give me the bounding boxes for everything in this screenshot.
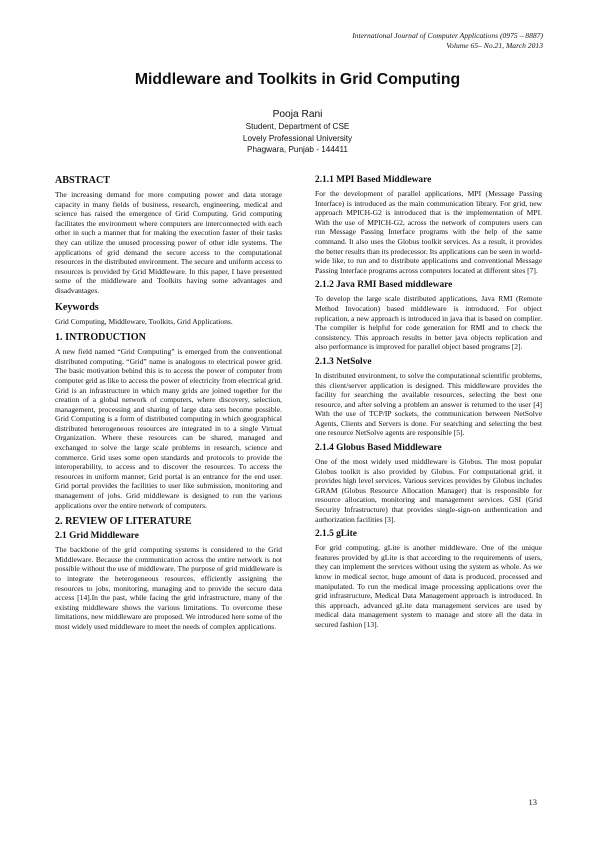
grid-middleware-heading: 2.1 Grid Middleware: [55, 531, 139, 542]
netsolve-heading: 2.1.3 NetSolve: [315, 356, 372, 367]
right-column: [315, 175, 542, 634]
author-university: Lovely Professional University: [242, 133, 353, 143]
introduction-heading: 1. INTRODUCTION: [55, 332, 146, 344]
paper-title: Middleware and Toolkits in Grid Computing: [134, 71, 461, 88]
keywords-text: Grid Computing, Middleware, Toolkits, Grid Applications.: [55, 316, 233, 326]
abstract-heading: ABSTRACT: [55, 175, 110, 186]
journal-name: International Journal of Computer Applications (0975 – 8887): [352, 31, 543, 40]
mpi-text: For the development of parallel applications, MPI (Message Passing Interface) is introduced as the main communication library. For grid, new approach MPICH-G2 is introduced that is the implementation of MPI. With the use of MPICH-G2, across the network of computers users can run Message Passing Interface programs with the help of the same command. It also uses the Globus toolkit services. As a result, it provides the better results than its predecessor. Its applications can be seen in world-wide like, to run and to distribute applications and conventional Message Passing Interface programs across computers located at different sites [7].: [315, 189, 542, 275]
keywords-heading: Keywords: [55, 301, 99, 313]
author-location: Phagwara, Punjab - 144411: [247, 145, 348, 154]
author-name: Pooja Rani: [272, 109, 323, 120]
abstract-text: The increasing demand for more computing power and data storage capacity in many fields of business, research, engineering, medical and science has raised the emergence of Grid Computing. Grid computing facilitates the environment where computers are interconnected with each other in such a manner that for making the execution faster of their tasks they can utilize the unused processing power of other idle systems. The applications of grid demand the secure access to the computational resources in the distributed environment. The secure and uniform access to resources is provided by Grid Middleware. In this paper, I have presented some of the middleware and Toolkits having some advantages and disadvantages.: [55, 190, 282, 295]
page-number: 13: [528, 797, 537, 807]
left-column: [55, 175, 282, 636]
netsolve-text: In distributed environment, to solve the computational scientific problems, this client/server application is designed. This middleware provides the facility for searching the available resources, selecting the best one resource, and after solving a problem an answer is returned to the user [4] With the use of TCP/IP sockets, the communication between NetSolve Agents, Clients and Servers is done. For searching and selecting the best one resource NetSolve agents are responsible [5].: [315, 370, 542, 438]
author-block: [0, 108, 595, 156]
glite-text: For grid computing, gLite is another middleware. One of the unique features provided by gLite is that according to the requirements of users, they can implement the services without using the system as whole. As we know in medical sector, huge amount of data is produced, processed and manipulated. To run the medical image processing applications over the grid infrastructure, Medical Data Management approach is introduced. In this approach, advanced gLite data management services are used by medical data management system to manage and store all the data in secured fashion [13].: [315, 543, 542, 629]
globus-heading: 2.1.4 Globus Based Middleware: [315, 443, 442, 454]
review-heading: 2. REVIEW OF LITERATURE: [55, 516, 192, 528]
globus-text: One of the most widely used middleware is Globus. The most popular Globus toolkit is also provided by Globus. For computational grid, it provides high level services. Various services provides by Globus includes GRAM (Globus Resource Allocation Manager) that is responsible for resource allocation, monitoring and management services. GSI (Grid Security Infrastructure) that provides single-sign-on authentication and authorization facilities [3].: [315, 457, 542, 524]
mpi-heading: 2.1.1 MPI Based Middleware: [315, 175, 432, 185]
author-department: Student, Department of CSE: [245, 122, 350, 131]
glite-heading: 2.1.5 gLite: [315, 529, 357, 540]
journal-volume: Volume 65– No.21, March 2013: [446, 40, 543, 50]
java-rmi-heading: 2.1.2 Java RMI Based middleware: [315, 280, 453, 291]
java-rmi-text: To develop the large scale distributed applications, Java RMI (Remote Method Invocation) based middleware is introduced. For object replication, a new approach is introduced in java that is based on complier. The compiler is helpful for code generation for RMI and to check the consistency. This approach results in better java objects replication and also performance is improved for parallel object based programs [2].: [315, 294, 542, 352]
introduction-text: A new field named “Grid Computing” is emerged from the conventional distributed computing. “Grid” name is analogous to electrical power grid. The basic motivation behind this is to access the power of computer from computer grid as like to access the power of electricity from electrical grid. Grid is an infrastructure in which many grids are joined together for the creation of a global network of computers, where discovery, selection, management, processing and sharing of large data sets become possible. Grid Computing is a form of distributed computing in which geographical distributed heterogeneous resources are integrated in to a single Virtual Organization. Where these resources can be shared, managed and exchanged to solve the large scale problems in research, science and commerce. Grid uses some open standards and protocols to provide the interoperability, to access and to discover the resources. To access the resources in uniform manner, Grid portal is an entrance for the end user. Grid portal provides the facilities to user like submission, monitoring and management of jobs. Grid middleware is designed to run the various applications over the entire network of computers.: [55, 347, 282, 510]
grid-middleware-text: The backbone of the grid computing systems is considered to the Grid Middleware. Because the communication across the entire network is not possible without the use of middleware. The purpose of grid middleware is to integrate the heterogeneous resources, efficiently assigning the resources to jobs, monitoring, managing and to provide the secure data access [14].In the past, while facing the grid infrastructure, many of the existing middleware shows the various limitations. To overcome these limitations, new middleware are proposed. We introduced here some of the most widely used middleware to meet the needs of complex applications.: [55, 545, 282, 631]
journal-header: [352, 31, 543, 50]
